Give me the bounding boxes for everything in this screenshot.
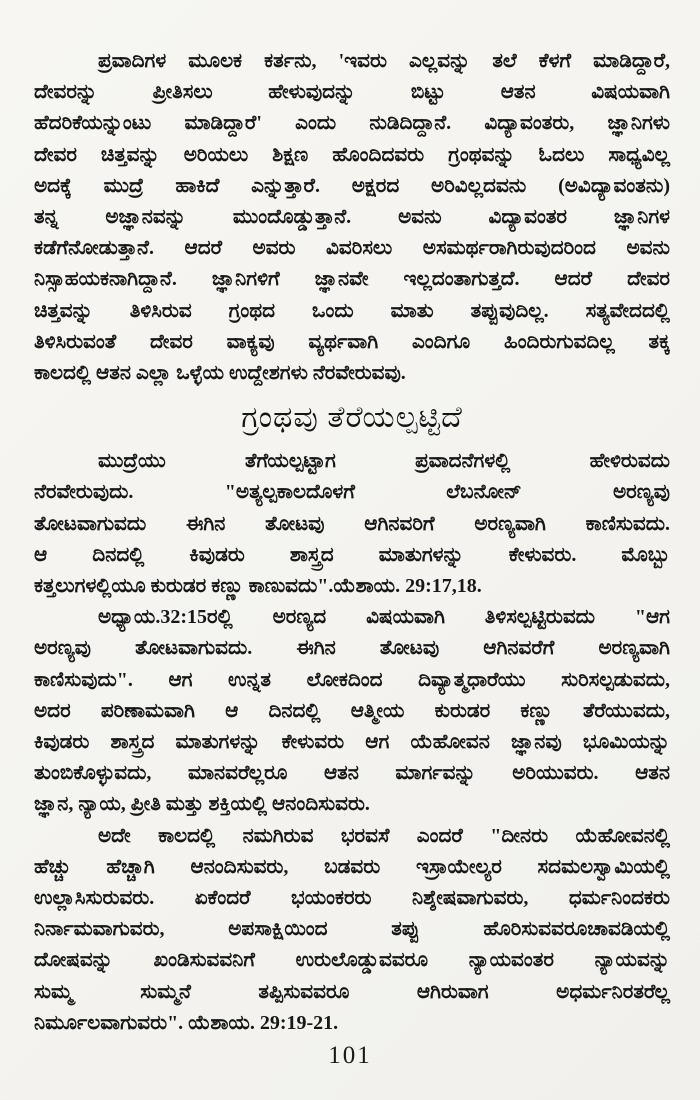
text-line: ಹೆದರಿಕೆಯನ್ನುಂಟು ಮಾಡಿದ್ದಾರೆ' ಎಂದು ನುಡಿದಿದ್ದಾನೆ. ವಿದ್ಯಾವಂತರು, ಜ್ಞಾನಿಗಳು <box>34 112 670 135</box>
paragraph-3 <box>34 602 670 820</box>
text-line: ಕತ್ತಲುಗಳಲ್ಲಿಯೂ ಕುರುಡರ ಕಣ್ಣು ಕಾಣುವದು".ಯೆಶಾಯ. 29:17,18. <box>34 575 482 598</box>
text-line: ಆ ದಿನದಲ್ಲಿ ಕಿವುಡರು ಶಾಸ್ತ್ರದ ಮಾತುಗಳನ್ನು ಕೇಳುವರು. ಮೊಬ್ಬು <box>34 543 670 566</box>
text-line: ಕಿವುಡರು ಶಾಸ್ತ್ರದ ಮಾತುಗಳನ್ನು ಕೇಳುವರು ಆಗ ಯೆಹೋವನ ಜ್ಞಾನವು ಭೂಮಿಯನ್ನು <box>34 731 670 754</box>
text-line: ನಿರ್ನಾಮವಾಗುವರು, ಅಪಸಾಕ್ಷಿಯಿಂದ ತಪ್ಪು ಹೊರಿಸುವವರೂಚಾವಡಿಯಲ್ಲಿ <box>34 918 670 941</box>
section-heading: ಗ್ರಂಥವು ತೆರೆಯಲ್ಪಟ್ಟಿದೆ <box>241 401 463 435</box>
text-line: ಚಿತ್ತವನ್ನು ತಿಳಿಸಿರುವ ಗ್ರಂಥದ ಒಂದು ಮಾತು ತಪ್ಪುವುದಿಲ್ಲ. ಸತ್ಯವೇದದಲ್ಲಿ <box>34 299 670 322</box>
text-line: ಅದೇ ಕಾಲದಲ್ಲಿ ನಮಗಿರುವ ಭರವಸೆ ಎಂದರೆ "ದೀನರು ಯೆಹೋವನಲ್ಲಿ <box>98 824 670 847</box>
text-line: ಅದರ ಪರಿಣಾಮವಾಗಿ ಆ ದಿನದಲ್ಲಿ ಆತ್ಮೀಯ ಕುರುಡರ ಕಣ್ಣು ತೆರೆಯುವದು, <box>34 699 670 722</box>
text-line: ತಿಳಿಸಿರುವಂತೆ ದೇವರ ವಾಕ್ಯವು ವ್ಯರ್ಥವಾಗಿ ಎಂದಿಗೂ ಹಿಂದಿರುಗುವದಿಲ್ಲ ತಕ್ಕ <box>34 330 670 353</box>
text-line: ತನ್ನ ಅಜ್ಞಾನವನ್ನು ಮುಂದೊಡ್ಡುತ್ತಾನೆ. ಅವನು ವಿದ್ಯಾವಂತರ ಜ್ಞಾನಿಗಳ <box>34 206 670 229</box>
text-line: ದೇವರನ್ನು ಪ್ರೀತಿಸಲು ಹೇಳುವುದನ್ನು ಬಿಟ್ಟು ಆತನ ವಿಷಯವಾಗಿ <box>34 81 670 104</box>
text-line: ಉಲ್ಲಾಸಿಸುರುವರು. ಏಕೆಂದರೆ ಭಯಂಕರರು ನಿಶ್ಶೇಷವಾಗುವರು, ಧರ್ಮನಿಂದಕರು <box>34 887 670 910</box>
paragraph-1 <box>34 46 670 389</box>
text-line: ಕಾಲದಲ್ಲಿ ಆತನ ಎಲ್ಲಾ ಒಳ್ಳೆಯ ಉದ್ದೇಶಗಳು ನೆರವೇರುವವು. <box>34 362 406 385</box>
text-line: ಹೆಚ್ಚು ಹೆಚ್ಚಾಗಿ ಆನಂದಿಸುವರು, ಬಡವರು ಇಸ್ರಾಯೇಲ್ಯರ ಸದಮಲಸ್ವಾಮಿಯಲ್ಲಿ <box>34 855 670 878</box>
text-line: ಸುಮ್ಮ ಸುಮ್ಮನೆ ತಪ್ಪಿಸುವವರೂ ಆಗಿರುವಾಗ ಅಧರ್ಮನಿರತರೆಲ್ಲ <box>34 980 670 1003</box>
text-line: ತುಂಬಿಕೊಳ್ಳುವದು, ಮಾನವರೆಲ್ಲರೂ ಆತನ ಮಾರ್ಗವನ್ನು ಅರಿಯುವರು. ಆತನ <box>34 762 670 785</box>
text-line: ದೋಷವನ್ನು ಖಂಡಿಸುವವನಿಗೆ ಉರುಲೊಡ್ಡುವವರೂ ನ್ಯಾಯವಂತರ ನ್ಯಾಯವನ್ನು <box>34 949 670 972</box>
text-block <box>34 46 670 1039</box>
text-line: ಪ್ರವಾದಿಗಳ ಮೂಲಕ ಕರ್ತನು, 'ಇವರು ಎಲ್ಲವನ್ನು ತಲೆ ಕೆಳಗೆ ಮಾಡಿದ್ದಾರೆ, <box>98 50 670 72</box>
text-line: ಕಾಣಿಸುವುದು". ಆಗ ಉನ್ನತ ಲೋಕದಿಂದ ದಿವ್ಯಾತ್ಮಧಾರೆಯು ಸುರಿಸಲ್ಪಡುವದು, <box>34 668 670 691</box>
text-line: ನಿಸ್ಸಾಹಯಕನಾಗಿದ್ದಾನೆ. ಜ್ಞಾನಿಗಳಿಗೆ ಜ್ಞಾನವೇ ಇಲ್ಲದಂತಾಗುತ್ತದೆ. ಆದರೆ ದೇವರ <box>34 268 670 291</box>
text-line: ಕಡೆಗೆನೋಡುತ್ತಾನೆ. ಆದರೆ ಅವರು ವಿವರಿಸಲು ಅಸಮರ್ಥರಾಗಿರುವುದರಿಂದ ಅವನು <box>34 237 670 260</box>
text-line: ಮುದ್ರೆಯು ತೆಗೆಯಲ್ಪಟ್ಟಾಗ ಪ್ರವಾದನೆಗಳಲ್ಲಿ ಹೇಳಿರುವದು <box>98 450 670 473</box>
paragraph-4 <box>34 821 670 1039</box>
text-line: ತೋಟವಾಗುವದು ಈಗಿನ ತೋಟವು ಆಗಿನವರಿಗೆ ಅರಣ್ಯವಾಗಿ ಕಾಣಿಸುವದು. <box>34 512 670 535</box>
text-line: ನಿರ್ಮೂಲವಾಗುವರು". ಯೆಶಾಯ. 29:19-21. <box>34 1011 339 1034</box>
paragraph-2 <box>34 446 670 602</box>
text-line: ಅದಕ್ಕೆ ಮುದ್ರೆ ಹಾಕಿದೆ ಎನ್ನುತ್ತಾರೆ. ಅಕ್ಷರದ ಅರಿವಿಲ್ಲದವನು (ಅವಿದ್ಯಾವಂತನು) <box>34 174 670 197</box>
text-line: ನೆರವೇರುವುದು. "ಅತ್ಯಲ್ಪಕಾಲದೊಳಗೆ ಲೆಬನೋನ್ ಅರಣ್ಯವು <box>34 481 670 504</box>
text-line: ಅರಣ್ಯವು ತೋಟವಾಗುವದು. ಈಗಿನ ತೋಟವು ಆಗಿನವರೆಗೆ ಅರಣ್ಯವಾಗಿ <box>34 637 670 660</box>
text-line: ದೇವರ ಚಿತ್ತವನ್ನು ಅರಿಯಲು ಶಿಕ್ಷಣ ಹೊಂದಿದವರು ಗ್ರಂಥವನ್ನು ಓದಲು ಸಾಧ್ಯವಿಲ್ಲ <box>34 143 670 166</box>
page-number: 101 <box>328 1042 372 1069</box>
text-line: ಜ್ಞಾನ, ನ್ಯಾಯ, ಪ್ರೀತಿ ಮತ್ತು ಶಕ್ತಿಯಲ್ಲಿ ಆನಂದಿಸುವರು. <box>34 793 370 816</box>
text-line: ಅಧ್ಯಾಯ.32:15ರಲ್ಲಿ ಅರಣ್ಯದ ವಿಷಯವಾಗಿ ತಿಳಿಸಲ್ಪಟ್ಟಿರುವದು "ಆಗ <box>98 606 670 629</box>
